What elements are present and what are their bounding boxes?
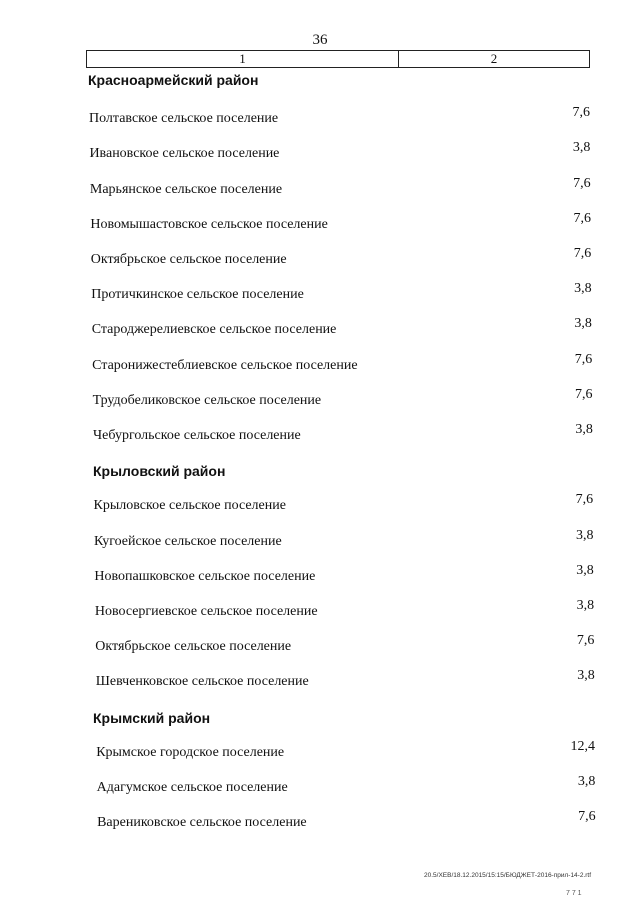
settlement-name: Шевченковское сельское поселение bbox=[95, 674, 309, 690]
table-row bbox=[0, 140, 640, 168]
table-row bbox=[0, 668, 640, 696]
table-row bbox=[0, 633, 640, 661]
table-row bbox=[0, 774, 640, 802]
settlement-value: 3,8 bbox=[574, 281, 592, 297]
settlement-value: 7,6 bbox=[573, 246, 592, 261]
column-header-1: 1 bbox=[87, 51, 399, 67]
settlement-name: Кугоейское сельское поселение bbox=[93, 533, 282, 549]
settlement-name: Крымское городское поселение bbox=[96, 744, 285, 760]
settlement-value: 3,8 bbox=[574, 316, 592, 332]
district-heading: Крымский район bbox=[93, 709, 211, 726]
settlement-name: Полтавское сельское поселение bbox=[89, 111, 279, 127]
settlement-name: Трудобеликовское сельское поселение bbox=[92, 392, 322, 408]
settlement-value: 3,8 bbox=[575, 422, 593, 437]
table-row bbox=[0, 210, 640, 239]
table-row bbox=[0, 527, 640, 556]
table-row bbox=[0, 246, 640, 274]
settlement-value: 7,6 bbox=[572, 105, 590, 121]
footer-mark: 7 7 1 bbox=[566, 890, 582, 897]
settlement-name: Чебургольское сельское поселение bbox=[93, 428, 301, 443]
settlement-name: Крыловское сельское поселение bbox=[93, 498, 286, 514]
settlement-name: Адагумское сельское поселение bbox=[96, 780, 288, 795]
district-heading: Крыловский район bbox=[93, 463, 226, 480]
settlement-name: Новомышастовское сельское поселение bbox=[90, 216, 328, 232]
settlement-value: 7,6 bbox=[575, 386, 593, 402]
settlement-value: 3,8 bbox=[576, 562, 594, 578]
table-row bbox=[0, 809, 640, 837]
settlement-name: Марьянское сельское поселение bbox=[89, 181, 283, 197]
table-row bbox=[0, 386, 640, 415]
settlement-value: 7,6 bbox=[574, 351, 593, 367]
district-heading: Красноармейский район bbox=[88, 72, 259, 88]
table-row bbox=[0, 105, 640, 133]
table-row bbox=[0, 422, 640, 450]
settlement-value: 3,8 bbox=[576, 598, 595, 613]
settlement-value: 3,8 bbox=[572, 140, 591, 156]
settlement-name: Протичкинское сельское поселение bbox=[91, 287, 304, 303]
settlement-value: 7,6 bbox=[573, 175, 591, 191]
table-row bbox=[0, 562, 640, 591]
settlement-value: 7,6 bbox=[576, 633, 595, 649]
table-row bbox=[0, 351, 640, 380]
footer-filepath: 20.5/ХЕВ/18.12.2015/15:15/БЮДЖЕТ-2016-прил-14-2.rtf bbox=[424, 872, 592, 879]
settlement-name: Новопашковское сельское поселение bbox=[94, 568, 316, 584]
settlement-name: Октябрьское сельское поселение bbox=[90, 252, 287, 267]
settlement-name: Варениковское сельское поселение bbox=[97, 815, 307, 831]
table-row bbox=[0, 738, 640, 767]
table-row bbox=[0, 598, 640, 626]
page-number: 36 bbox=[312, 32, 328, 48]
table-row bbox=[0, 316, 640, 344]
settlement-value: 7,6 bbox=[578, 809, 596, 825]
table-row bbox=[0, 281, 640, 309]
settlement-name: Старонижестеблиевское сельское поселение bbox=[92, 357, 358, 373]
settlement-value: 7,6 bbox=[575, 492, 594, 508]
settlement-value: 12,4 bbox=[570, 738, 596, 754]
settlement-value: 3,8 bbox=[577, 668, 595, 684]
settlement-value: 7,6 bbox=[573, 210, 591, 226]
settlement-value: 3,8 bbox=[577, 774, 596, 789]
settlement-name: Староджерелиевское сельское поселение bbox=[91, 322, 337, 338]
settlement-name: Новосергиевское сельское поселение bbox=[94, 604, 318, 619]
table-row bbox=[0, 175, 640, 204]
column-header-2: 2 bbox=[490, 51, 498, 66]
table-header bbox=[86, 50, 590, 68]
settlement-value: 3,8 bbox=[575, 527, 594, 543]
table-row bbox=[0, 492, 640, 520]
settlement-name: Октябрьское сельское поселение bbox=[95, 639, 292, 655]
settlement-name: Ивановское сельское поселение bbox=[89, 146, 280, 162]
